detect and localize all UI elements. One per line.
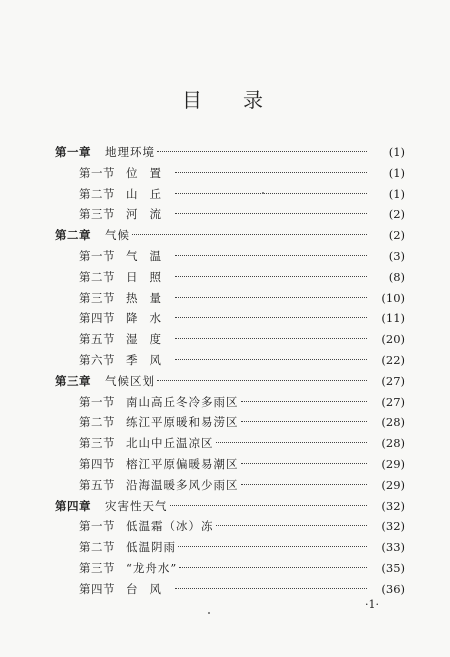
toc-section-row: [55, 579, 405, 600]
chapter-title: 灾害性天气: [105, 498, 168, 513]
section-title: 湿度: [126, 332, 173, 347]
section-title: 低温阴雨: [126, 540, 176, 555]
section-number: 第四节: [79, 311, 115, 326]
page-ref: (20): [381, 332, 405, 347]
section-title: 河流: [126, 207, 173, 222]
title-char-1: 目: [182, 88, 202, 112]
toc-section-row: [55, 558, 405, 579]
section-title: 南山高丘冬冷多雨区: [126, 394, 239, 409]
page-ref: (33): [381, 540, 405, 555]
toc-section-row: [55, 392, 405, 413]
page-ref: (1): [388, 186, 405, 201]
toc-section-row: [55, 267, 405, 288]
page-ref: (29): [381, 477, 405, 492]
section-number: 第三节: [79, 436, 115, 451]
dot-leader: [175, 317, 367, 318]
toc-section-row: [55, 308, 405, 329]
paper-speck: [262, 192, 264, 194]
page-ref: (32): [381, 519, 405, 534]
dot-leader: [175, 193, 367, 194]
page-ref: (22): [381, 352, 405, 367]
page-ref: (1): [388, 145, 405, 159]
section-title: 热量: [126, 290, 173, 305]
toc-chapter-row: [55, 371, 405, 392]
section-number: 第三节: [79, 290, 115, 305]
dot-leader: [175, 338, 367, 339]
section-title: 北山中丘温凉区: [126, 436, 214, 451]
toc-chapter-row: [55, 496, 405, 517]
section-number: 第六节: [79, 352, 115, 367]
chapter-title: 地理环境: [105, 145, 155, 159]
section-title: 气温: [126, 248, 173, 263]
toc-chapter-row: [55, 142, 405, 163]
page-ref: (10): [381, 290, 405, 305]
dot-leader: [241, 484, 368, 485]
section-title: 练江平原暖和易涝区: [126, 415, 239, 430]
toc-section-row: [55, 163, 405, 184]
toc-section-row: [55, 246, 405, 267]
section-number: 第五节: [79, 332, 115, 347]
dot-leader: [216, 525, 368, 526]
page-ref: (11): [381, 311, 405, 326]
dot-leader: [241, 463, 368, 464]
section-title: 沿海温暖多风少雨区: [126, 477, 239, 492]
dot-leader: [132, 234, 367, 235]
toc-section-row: [55, 184, 405, 205]
page-ref: (1): [388, 165, 405, 180]
section-number: 第二节: [79, 269, 115, 284]
section-number: 第一节: [79, 394, 115, 409]
chapter-number: 第四章: [55, 498, 91, 513]
toc-section-row: [55, 454, 405, 475]
page-ref: (28): [381, 415, 405, 430]
dot-leader: [175, 359, 367, 360]
page-ref: (35): [381, 560, 405, 575]
dot-leader: [157, 380, 367, 381]
title-char-2: 录: [243, 88, 263, 112]
dot-leader: [175, 255, 367, 256]
page-title: [0, 88, 450, 112]
dot-leader: [179, 567, 367, 568]
page-ref: (2): [388, 228, 405, 243]
toc-section-row: [55, 329, 405, 350]
page-ref: (2): [388, 207, 405, 222]
toc-section-row: [55, 516, 405, 537]
section-title: 台风: [126, 581, 173, 596]
section-number: 第四节: [79, 456, 115, 471]
dot-leader: [175, 213, 367, 214]
section-title: 山丘: [126, 186, 173, 201]
toc-chapter-row: [55, 225, 405, 246]
dot-leader: [175, 588, 367, 589]
table-of-contents: [55, 142, 405, 600]
section-number: 第一节: [79, 165, 115, 180]
toc-section-row: [55, 350, 405, 371]
toc-section-row: [55, 475, 405, 496]
chapter-number: 第三章: [55, 373, 91, 388]
page-ref: (32): [381, 498, 405, 513]
chapter-number: 第一章: [55, 145, 91, 159]
section-title: 降水: [126, 311, 173, 326]
dot-leader: [241, 421, 368, 422]
dot-leader: [178, 546, 367, 547]
dot-leader: [241, 401, 368, 402]
page-ref: (27): [381, 394, 405, 409]
page-ref: (3): [388, 248, 405, 263]
paper-speck: [208, 612, 210, 614]
section-title: 低温霜（冰）冻: [126, 519, 214, 534]
section-title: 日照: [126, 269, 173, 284]
section-title: “龙舟水”: [126, 560, 178, 575]
dot-leader: [175, 172, 367, 173]
section-title: 位置: [126, 165, 173, 180]
dot-leader: [170, 505, 368, 506]
toc-section-row: [55, 433, 405, 454]
page-ref: (8): [388, 269, 405, 284]
chapter-title: 气候区划: [105, 373, 155, 388]
page-ref: (28): [381, 436, 405, 451]
toc-section-row: [55, 204, 405, 225]
page-ref: (29): [381, 456, 405, 471]
toc-section-row: [55, 288, 405, 309]
toc-section-row: [55, 412, 405, 433]
dot-leader: [216, 442, 368, 443]
section-number: 第二节: [79, 186, 115, 201]
section-number: 第四节: [79, 581, 115, 596]
dot-leader: [175, 276, 367, 277]
section-number: 第一节: [79, 248, 115, 263]
page-ref: (36): [381, 581, 405, 596]
section-number: 第二节: [79, 540, 115, 555]
section-title: 榕江平原偏暖易潮区: [126, 456, 239, 471]
page-number: ·1·: [365, 598, 379, 611]
section-number: 第一节: [79, 519, 115, 534]
section-title: 季风: [126, 352, 173, 367]
section-number: 第五节: [79, 477, 115, 492]
chapter-title: 气候: [105, 228, 130, 243]
dot-leader: [157, 151, 367, 152]
chapter-number: 第二章: [55, 228, 91, 243]
section-number: 第三节: [79, 560, 115, 575]
toc-section-row: [55, 537, 405, 558]
page-ref: (27): [381, 373, 405, 388]
section-number: 第三节: [79, 207, 115, 222]
section-number: 第二节: [79, 415, 115, 430]
dot-leader: [175, 297, 367, 298]
